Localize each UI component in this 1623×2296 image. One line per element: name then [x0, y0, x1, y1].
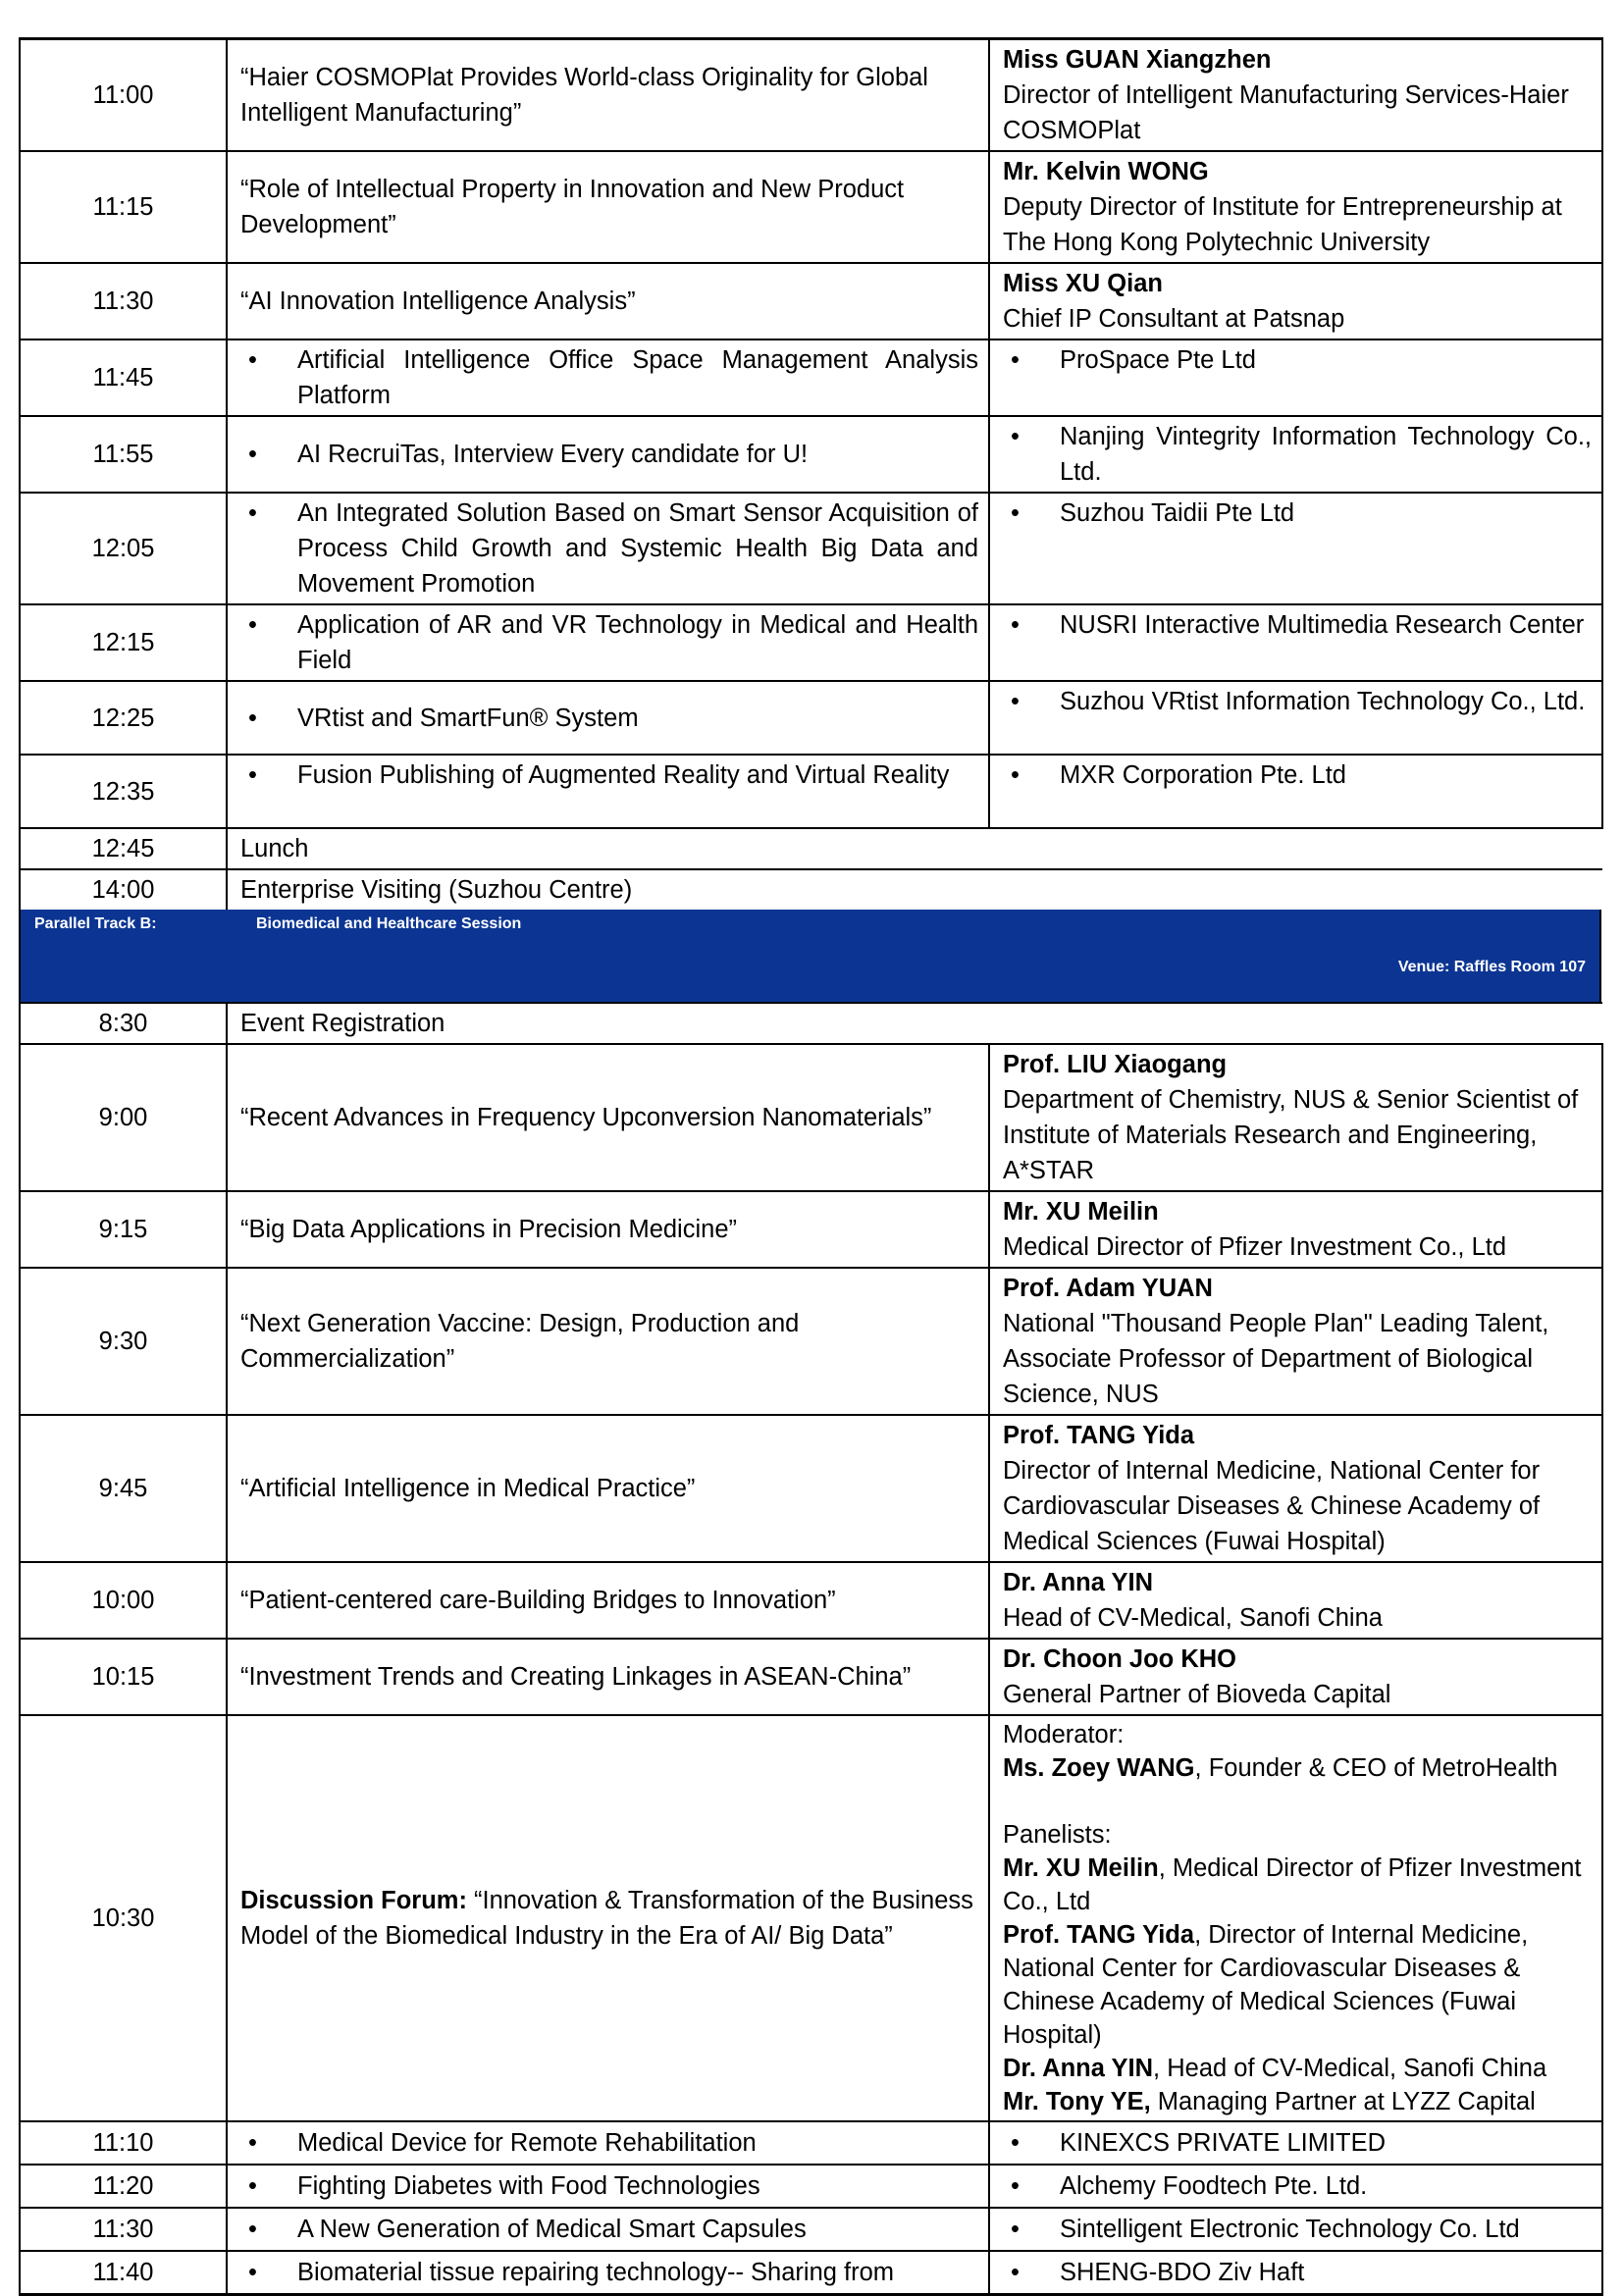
time-cell: 11:10	[20, 2121, 227, 2165]
pitch-title: Fighting Diabetes with Food Technologies	[297, 2172, 760, 2200]
pitch-title-cell	[227, 2251, 989, 2295]
company-name: Sintelligent Electronic Technology Co. Ltd	[1060, 2216, 1520, 2243]
speaker-name: Prof. LIU Xiaogang	[1003, 1051, 1228, 1078]
track-a-table	[19, 37, 1603, 910]
table-row	[20, 416, 1602, 493]
company-name: ProSpace Pte Ltd	[1060, 346, 1256, 374]
pitch-title: An Integrated Solution Based on Smart Sensor Acquisition of Process Child Growth and Systemic Health Big Data and Movement Promotion	[297, 499, 978, 598]
time-cell: 10:15	[20, 1639, 227, 1715]
bullet-icon: •	[248, 441, 257, 468]
panelist-name: Mr. Tony YE,	[1003, 2088, 1151, 2115]
bullet-icon: •	[1011, 688, 1020, 715]
table-row	[20, 2208, 1602, 2251]
company-cell	[989, 2208, 1602, 2251]
panelist-role: , Director of Internal Medicine, National Center for Cardiovascular Diseases & Chinese Academy of Medical Sciences (Fuwai Hospital)	[1003, 1921, 1529, 2049]
table-row	[20, 263, 1602, 339]
forum-label: Discussion Forum:	[240, 1887, 467, 1914]
pitch-title-cell	[227, 2165, 989, 2208]
table-row	[20, 339, 1602, 416]
table-row	[20, 681, 1602, 755]
time-cell: 12:35	[20, 755, 227, 828]
panelist	[1003, 2085, 1592, 2118]
bullet-icon: •	[248, 346, 257, 374]
talk-title: “Big Data Applications in Precision Medicine”	[227, 1191, 989, 1268]
time-cell: 9:30	[20, 1268, 227, 1415]
pitch-title-cell	[227, 416, 989, 493]
moderator-role: , Founder & CEO of MetroHealth	[1194, 1754, 1558, 1782]
pitch-title: Fusion Publishing of Augmented Reality and Virtual Reality	[297, 761, 950, 789]
table-row	[20, 1003, 1602, 1044]
time-cell: 11:30	[20, 2208, 227, 2251]
company-name: MXR Corporation Pte. Ltd	[1060, 761, 1346, 789]
time-cell: 12:15	[20, 604, 227, 681]
company-cell	[989, 2251, 1602, 2295]
speaker-role: Deputy Director of Institute for Entrepreneurship at The Hong Kong Polytechnic University	[1003, 193, 1562, 256]
talk-title: “Investment Trends and Creating Linkages in ASEAN-China”	[227, 1639, 989, 1715]
speaker-cell	[989, 39, 1602, 152]
table-row	[20, 39, 1602, 152]
company-cell	[989, 604, 1602, 681]
bullet-icon: •	[248, 499, 257, 527]
company-cell	[989, 681, 1602, 755]
company-cell	[989, 2165, 1602, 2208]
time-cell: 11:45	[20, 339, 227, 416]
bullet-icon: •	[248, 761, 257, 789]
table-row	[20, 493, 1602, 604]
bullet-icon: •	[248, 704, 257, 732]
company-name: SHENG-BDO Ziv Haft	[1060, 2259, 1305, 2286]
time-cell: 11:20	[20, 2165, 227, 2208]
speaker-cell	[989, 1562, 1602, 1639]
speaker-role: Head of CV-Medical, Sanofi China	[1003, 1604, 1383, 1632]
table-row	[20, 2165, 1602, 2208]
speaker-role: General Partner of Bioveda Capital	[1003, 1681, 1391, 1708]
session-item: Event Registration	[227, 1003, 1602, 1044]
pitch-title: AI RecruiTas, Interview Every candidate for U!	[297, 441, 809, 468]
time-cell: 11:15	[20, 151, 227, 263]
table-row	[20, 2251, 1602, 2295]
session-item: Lunch	[227, 828, 1602, 869]
pitch-title-cell	[227, 2121, 989, 2165]
bullet-icon: •	[1011, 2259, 1020, 2286]
bullet-icon: •	[248, 2172, 257, 2200]
company-name: KINEXCS PRIVATE LIMITED	[1060, 2129, 1387, 2157]
speaker-cell	[989, 1044, 1602, 1191]
speaker-name: Mr. Kelvin WONG	[1003, 158, 1209, 185]
pitch-title: Medical Device for Remote Rehabilitation	[297, 2129, 757, 2157]
speaker-name: Dr. Choon Joo KHO	[1003, 1645, 1236, 1673]
moderator-label: Moderator:	[1003, 1721, 1125, 1748]
speaker-role: National "Thousand People Plan" Leading Talent, Associate Professor of Department of Biological Science, NUS	[1003, 1310, 1549, 1408]
talk-title: “Recent Advances in Frequency Upconversion Nanomaterials”	[227, 1044, 989, 1191]
time-cell: 11:30	[20, 263, 227, 339]
speaker-cell	[989, 1639, 1602, 1715]
bullet-icon: •	[1011, 346, 1020, 374]
company-name: Alchemy Foodtech Pte. Ltd.	[1060, 2172, 1368, 2200]
bullet-icon: •	[248, 611, 257, 639]
time-cell: 11:40	[20, 2251, 227, 2295]
track-b-header	[19, 910, 1601, 1002]
talk-title: “Role of Intellectual Property in Innovation and New Product Development”	[227, 151, 989, 263]
time-cell: 10:00	[20, 1562, 227, 1639]
company-name: Suzhou Taidii Pte Ltd	[1060, 499, 1295, 527]
time-cell: 12:05	[20, 493, 227, 604]
table-row	[20, 869, 1602, 910]
speaker-role: Department of Chemistry, NUS & Senior Scientist of Institute of Materials Research and Engineering, A*STAR	[1003, 1086, 1579, 1184]
table-row	[20, 1268, 1602, 1415]
company-name: NUSRI Interactive Multimedia Research Center	[1060, 611, 1585, 639]
pitch-title-cell	[227, 681, 989, 755]
session-item: Enterprise Visiting (Suzhou Centre)	[227, 869, 1602, 910]
talk-title: “Haier COSMOPlat Provides World-class Originality for Global Intelligent Manufacturing”	[227, 39, 989, 152]
talk-title: “Next Generation Vaccine: Design, Production and Commercialization”	[227, 1268, 989, 1415]
panelist-role: Managing Partner at LYZZ Capital	[1150, 2088, 1536, 2115]
company-cell	[989, 339, 1602, 416]
table-row	[20, 828, 1602, 869]
speaker-name: Miss XU Qian	[1003, 270, 1163, 297]
agenda-page	[19, 37, 1601, 2296]
bullet-icon: •	[1011, 2172, 1020, 2200]
pitch-title: Application of AR and VR Technology in Medical and Health Field	[297, 611, 978, 674]
speaker-role: Medical Director of Pfizer Investment Co., Ltd	[1003, 1233, 1507, 1261]
speaker-role: Chief IP Consultant at Patsnap	[1003, 305, 1345, 333]
talk-title: “AI Innovation Intelligence Analysis”	[227, 263, 989, 339]
speaker-role: Director of Intelligent Manufacturing Services-Haier COSMOPlat	[1003, 81, 1569, 144]
bullet-icon: •	[1011, 611, 1020, 639]
table-row	[20, 1639, 1602, 1715]
panelist-name: Mr. XU Meilin	[1003, 1854, 1159, 1882]
panel-cell	[989, 1715, 1602, 2121]
speaker-cell	[989, 263, 1602, 339]
speaker-name: Prof. Adam YUAN	[1003, 1275, 1213, 1302]
time-cell: 12:25	[20, 681, 227, 755]
pitch-title-cell	[227, 2208, 989, 2251]
company-name: Suzhou VRtist Information Technology Co., Ltd.	[1060, 688, 1586, 715]
speaker-name: Miss GUAN Xiangzhen	[1003, 46, 1272, 74]
track-b-table	[19, 1002, 1603, 2296]
speaker-cell	[989, 1268, 1602, 1415]
panelist	[1003, 1852, 1592, 1918]
bullet-icon: •	[248, 2129, 257, 2157]
time-cell: 14:00	[20, 869, 227, 910]
table-row	[20, 1415, 1602, 1562]
moderator	[1003, 1751, 1592, 1785]
moderator-name: Ms. Zoey WANG	[1003, 1754, 1195, 1782]
table-row	[20, 151, 1602, 263]
company-name: Nanjing Vintegrity Information Technology Co., Ltd.	[1060, 423, 1592, 486]
venue-label: Venue: Raffles Room 107	[1397, 959, 1586, 975]
pitch-title: A New Generation of Medical Smart Capsules	[297, 2216, 807, 2243]
panelist	[1003, 2052, 1592, 2085]
talk-title: “Artificial Intelligence in Medical Practice”	[227, 1415, 989, 1562]
panelists-label: Panelists:	[1003, 1821, 1112, 1849]
table-row	[20, 1715, 1602, 2121]
session-title: Biomedical and Healthcare Session	[256, 915, 522, 932]
table-row	[20, 2121, 1602, 2165]
talk-title: “Patient-centered care-Building Bridges to Innovation”	[227, 1562, 989, 1639]
panelist	[1003, 1918, 1592, 2052]
company-cell	[989, 493, 1602, 604]
table-row	[20, 604, 1602, 681]
table-row	[20, 1191, 1602, 1268]
bullet-icon: •	[248, 2216, 257, 2243]
pitch-title-cell	[227, 493, 989, 604]
speaker-cell	[989, 1191, 1602, 1268]
bullet-icon: •	[1011, 423, 1020, 450]
speaker-name: Mr. XU Meilin	[1003, 1198, 1159, 1226]
speaker-cell	[989, 151, 1602, 263]
pitch-title-cell	[227, 339, 989, 416]
panelist-name: Prof. TANG Yida	[1003, 1921, 1195, 1949]
bullet-icon: •	[248, 2259, 257, 2286]
time-cell: 11:00	[20, 39, 227, 152]
panelist-role: , Head of CV-Medical, Sanofi China	[1153, 2055, 1547, 2082]
company-cell	[989, 755, 1602, 828]
pitch-title: Biomaterial tissue repairing technology-- Sharing from	[297, 2259, 895, 2286]
table-row	[20, 755, 1602, 828]
bullet-icon: •	[1011, 499, 1020, 527]
bullet-icon: •	[1011, 761, 1020, 789]
pitch-title-cell	[227, 755, 989, 828]
speaker-name: Prof. TANG Yida	[1003, 1422, 1195, 1449]
pitch-title: Artificial Intelligence Office Space Management Analysis Platform	[297, 346, 978, 409]
time-cell: 9:00	[20, 1044, 227, 1191]
time-cell: 9:15	[20, 1191, 227, 1268]
pitch-title-cell	[227, 604, 989, 681]
bullet-icon: •	[1011, 2216, 1020, 2243]
forum-title-cell	[227, 1715, 989, 2121]
panelist-name: Dr. Anna YIN	[1003, 2055, 1154, 2082]
speaker-cell	[989, 1415, 1602, 1562]
panelist-role: , Medical Director of Pfizer Investment Co., Ltd	[1003, 1854, 1582, 1915]
pitch-title: VRtist and SmartFun® System	[297, 704, 639, 732]
bullet-icon: •	[1011, 2129, 1020, 2157]
company-cell	[989, 416, 1602, 493]
forum-title: “Innovation & Transformation of the Business Model of the Biomedical Industry in the Era of AI/ Big Data”	[240, 1887, 973, 1950]
speaker-name: Dr. Anna YIN	[1003, 1569, 1154, 1596]
time-cell: 8:30	[20, 1003, 227, 1044]
company-cell	[989, 2121, 1602, 2165]
table-row	[20, 1044, 1602, 1191]
time-cell: 10:30	[20, 1715, 227, 2121]
time-cell: 12:45	[20, 828, 227, 869]
track-label: Parallel Track B:	[34, 915, 157, 932]
table-row	[20, 1562, 1602, 1639]
time-cell: 9:45	[20, 1415, 227, 1562]
time-cell: 11:55	[20, 416, 227, 493]
speaker-role: Director of Internal Medicine, National Center for Cardiovascular Diseases & Chinese Academy of Medical Sciences (Fuwai Hospital)	[1003, 1457, 1541, 1555]
